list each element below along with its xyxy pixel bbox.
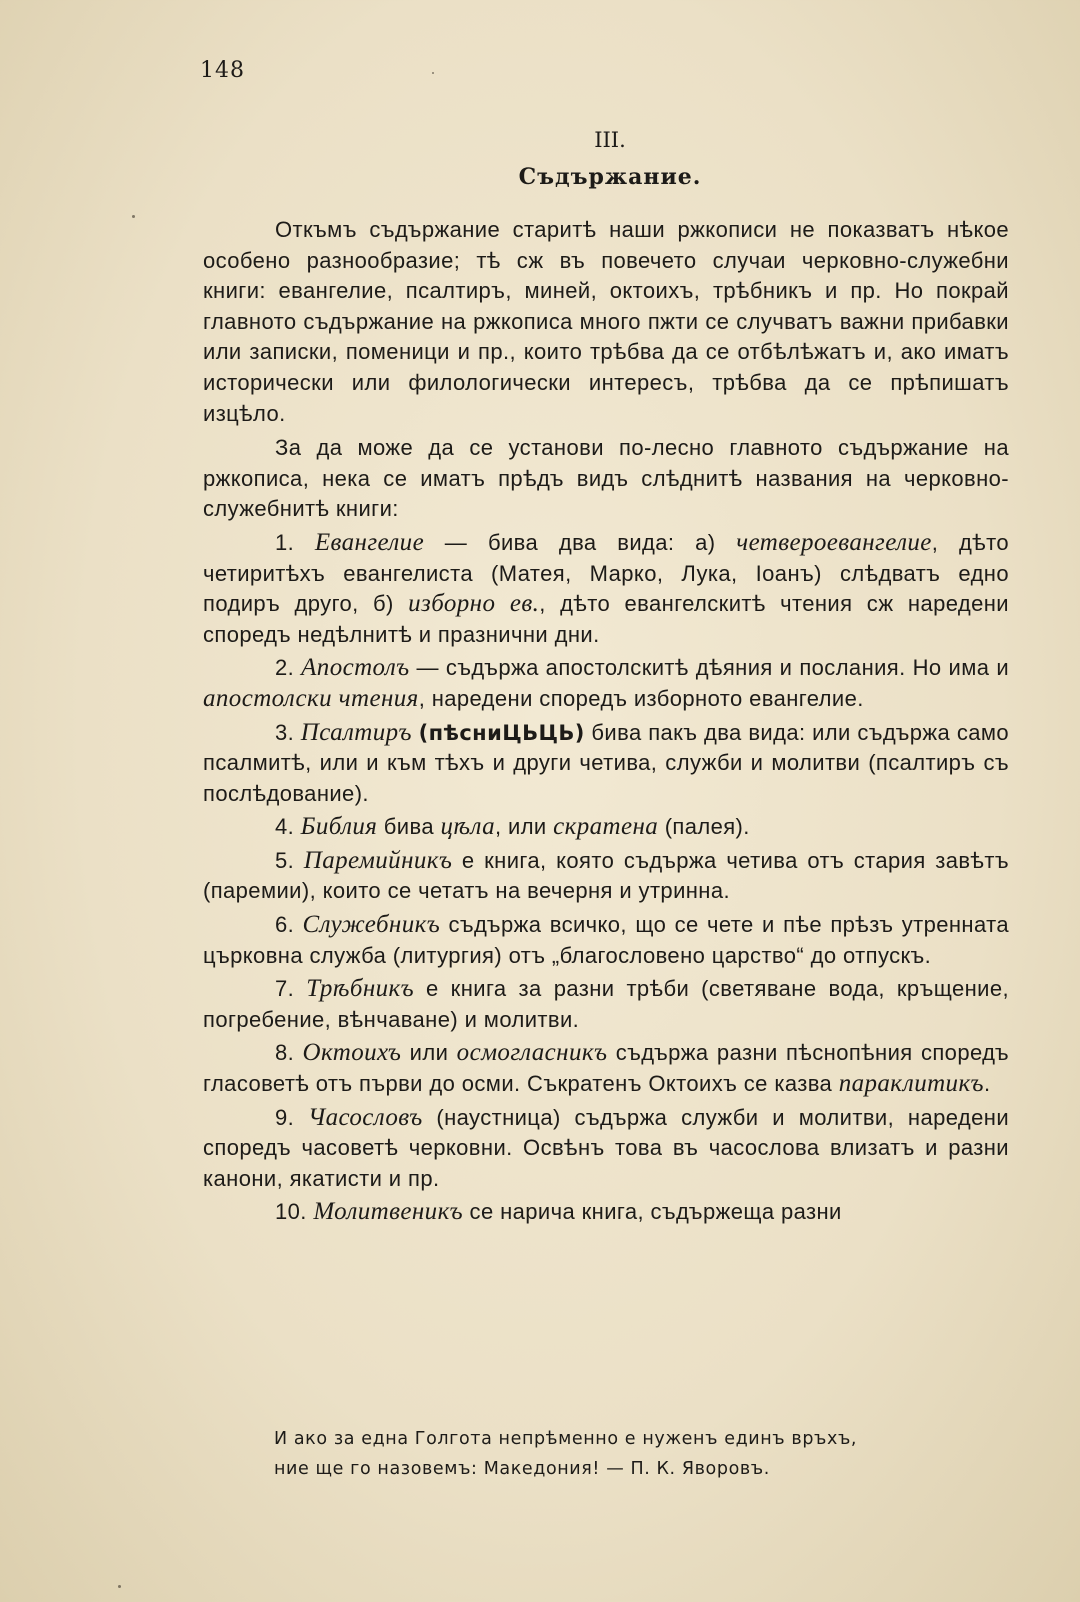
item-text: се нарича книга, съдържеща разни <box>463 1199 842 1225</box>
item-text: , или <box>494 814 554 840</box>
item-text: или <box>401 1040 457 1066</box>
item-text: — съдържа апостолскитѣ дѣяния и послания. Но има и <box>409 655 1010 681</box>
item-number: 2. <box>275 655 295 681</box>
list-item-bible <box>203 812 1009 843</box>
item-slavonic-term: (пѣсниЦЬЦЬ) <box>418 720 585 745</box>
item-term: Октоихъ <box>302 1039 402 1067</box>
list-item-chasoslov <box>203 1103 1009 1195</box>
item-text: е книга, която съдържа четива отъ стария завѣтъ (паремии), които се четатъ на вечерня и утринна. <box>203 847 1009 904</box>
item-term: Апостолъ <box>301 654 410 682</box>
item-text: съдържа всичко, що се чете и пѣе прѣзъ утренната църковна служба (литургия) отъ „благословено царство“ до отпускъ. <box>203 912 1009 968</box>
list-item-trebnik <box>203 974 1009 1035</box>
section-title: Съдържание. <box>518 164 702 190</box>
item-number: 8. <box>275 1040 295 1066</box>
item-term: Евангелие <box>314 528 425 556</box>
item-term: изборно ев. <box>408 590 540 618</box>
item-text: , дѣто четиритѣхъ евангелиста (Матея, Марко, Лука, Іоанъ) слѣдватъ едно подиръ друго, б) <box>203 529 1009 617</box>
item-text: — бива два вида: а) <box>424 529 737 555</box>
item-text: (наустница) съдържа служби и молитви, наредени споредъ часоветѣ черковни. Освѣнъ това въ часослова влизатъ и разни канони, якатисти и пр. <box>203 1104 1010 1191</box>
list-item-paremiinik <box>203 846 1009 907</box>
paragraph-list-intro: За да може да се установи по-лесно главното съдържание на ржкописа, нека се иматъ прѣдъ видъ слѣднитѣ названия на черковно-служебнитѣ книги: <box>203 435 1009 522</box>
item-text: . <box>983 1071 991 1097</box>
item-term: Часословъ <box>307 1103 423 1131</box>
item-number: 10. <box>275 1199 307 1225</box>
item-text: , дѣто евангелскитѣ чтения сж наредени споредъ недѣлнитѣ и празнични дни. <box>203 591 1010 647</box>
list-item-molitvenik <box>203 1197 1009 1228</box>
item-text: (палея). <box>658 814 750 840</box>
item-term: параклитикъ <box>838 1070 984 1098</box>
item-term: Паремийникъ <box>303 846 453 874</box>
list-item-apostle <box>203 653 1009 714</box>
item-number: 6. <box>275 912 295 938</box>
item-text: съдържа разни пѣснопѣния споредъ гласоветѣ отъ първи до осми. Съкратенъ Октоихъ се казва <box>203 1040 1010 1097</box>
item-number: 3. <box>275 719 295 745</box>
item-term: Псалтиръ <box>300 718 412 746</box>
paper-speck <box>132 215 135 218</box>
item-term: четвероевангелие <box>736 528 932 556</box>
main-text <box>203 215 1009 1228</box>
item-term: апостолски чтения <box>203 684 419 712</box>
list-item-sluzhebnik <box>203 910 1009 971</box>
item-term: Библия <box>300 813 378 841</box>
list-item-psalter <box>203 718 1009 810</box>
item-text: бива <box>377 814 441 840</box>
item-number: 7. <box>275 976 295 1002</box>
paper-speck <box>118 1585 121 1588</box>
item-text: бива пакъ два вида: или съдържа само псалмитѣ, или и към тѣхъ и други четива, служби и молитви (псалтиръ съ послѣдование). <box>203 719 1010 806</box>
item-term: осмогласникъ <box>456 1039 608 1067</box>
list-item-oktoih <box>203 1038 1009 1099</box>
item-term: скратена <box>553 813 659 841</box>
item-term: Трѣбникъ <box>306 975 414 1003</box>
page-number: 148 <box>200 58 245 83</box>
paper-speck <box>432 72 434 74</box>
item-number: 9. <box>275 1104 295 1130</box>
footer-quote-line: И ако за една Голгота непрѣменно е нуженъ единъ връхъ, <box>274 1429 858 1449</box>
footer-quote-line: ние ще го назовемъ: Македония! — П. К. Яворовъ. <box>274 1459 770 1479</box>
item-number: 4. <box>275 814 295 840</box>
item-text: , наредени споредъ изборното евангелие. <box>418 685 864 711</box>
item-term: Молитвеникъ <box>313 1198 464 1226</box>
item-term: цѣла <box>440 813 495 841</box>
paragraph-intro: Откъмъ съдържание старитѣ наши ржкописи не показватъ нѣкое особено разнообразие; тѣ сж въ повечето случаи черковно-служебни книги: евангелие, псалтиръ, миней, октоихъ, трѣбникъ и пр. Но покрай главното съдържание на ржкописа много пжти се случватъ важни прибавки или записки, поменици и пр., които трѣбва да се отбѣлѣжатъ и, ако иматъ исторически или филологически интересъ, трѣбва да се прѣпишатъ изцѣло. <box>203 217 1009 426</box>
item-number: 1. <box>275 529 295 555</box>
item-text: е книга за разни трѣби (светяване вода, кръщение, погребение, вѣнчаване) и молитви. <box>203 976 1009 1032</box>
item-term: Служебникъ <box>302 911 441 939</box>
list-item-gospel <box>203 528 1009 650</box>
section-numeral: III. <box>594 128 626 152</box>
footer-quote <box>274 1424 974 1484</box>
item-number: 5. <box>275 847 295 873</box>
